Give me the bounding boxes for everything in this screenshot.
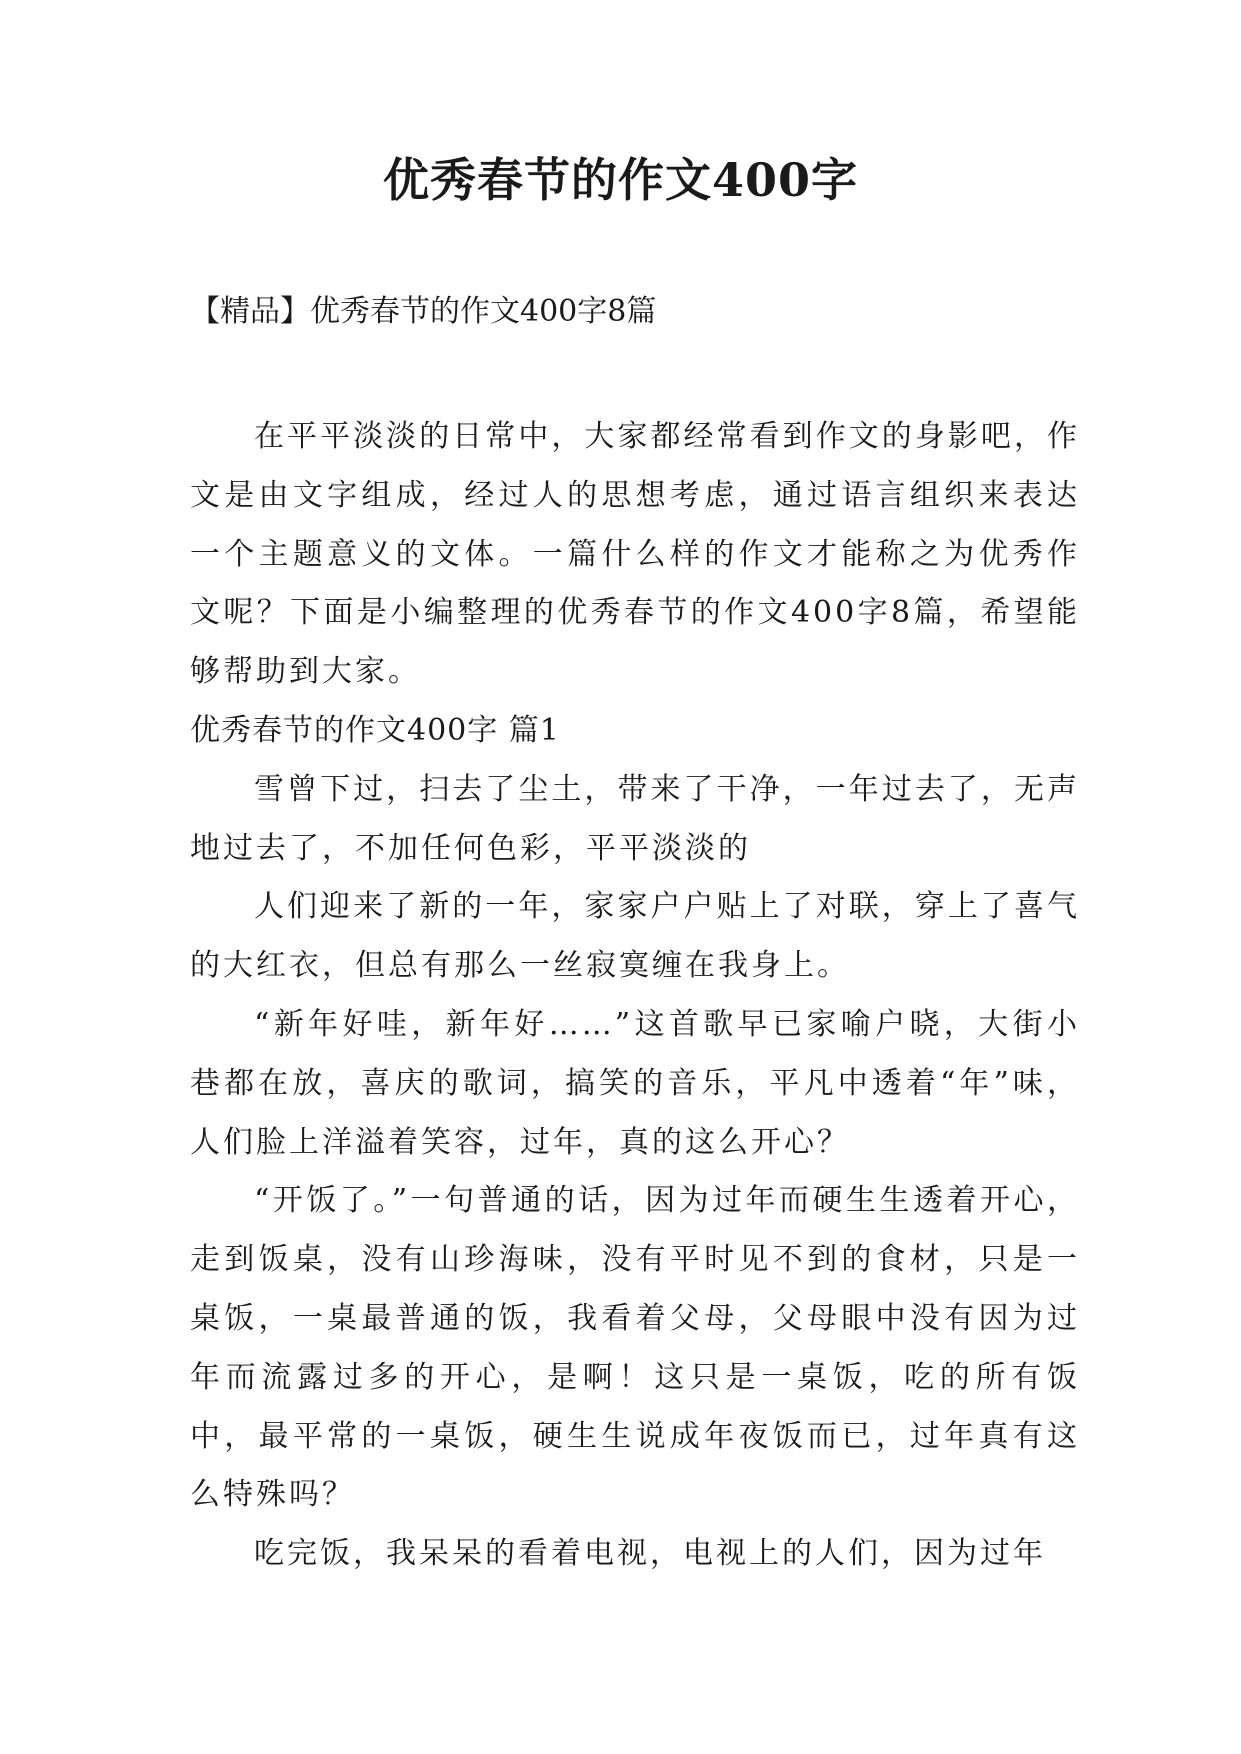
section-heading: 优秀春节的作文400字 篇1 [190, 712, 560, 748]
document-subtitle: 【精品】优秀春节的作文400字8篇 [190, 294, 657, 329]
body-paragraph: “新年好哇，新年好……”这首歌早已家喻户晓，大街小巷都在放，喜庆的歌词，搞笑的音乐，平凡中透着“年”味，人们脸上洋溢着笑容，过年，真的这么开心？ [190, 1006, 1080, 1160]
document-body [190, 408, 1080, 1584]
body-paragraph: 人们迎来了新的一年，家家户户贴上了对联，穿上了喜气的大红衣，但总有那么一丝寂寞缠在我身上。 [190, 889, 1080, 984]
body-paragraph: “开饭了。”一句普通的话，因为过年而硬生生透着开心，走到饭桌，没有山珍海味，没有平时见不到的食材，只是一桌饭，一桌最普通的饭，我看着父母，父母眼中没有因为过年而流露过多的开心，是啊！这只是一桌饭，吃的所有饭中，最平常的一桌饭，硬生生说成年夜饭而已，过年真有这么特殊吗？ [190, 1183, 1080, 1513]
document-title: 优秀春节的作文400字 [382, 153, 859, 207]
intro-paragraph: 在平平淡淡的日常中，大家都经常看到作文的身影吧，作文是由文字组成，经过人的思想考虑，通过语言组织来表达一个主题意义的文体。一篇什么样的作文才能称之为优秀作文呢？下面是小编整理的优秀春节的作文400字8篇，希望能够帮助到大家。 [190, 419, 1080, 690]
body-paragraph: 吃完饭，我呆呆的看着电视，电视上的人们，因为过年 [254, 1536, 1046, 1572]
body-paragraph: 雪曾下过，扫去了尘土，带来了干净，一年过去了，无声地过去了，不加任何色彩，平平淡淡的 [190, 771, 1080, 866]
